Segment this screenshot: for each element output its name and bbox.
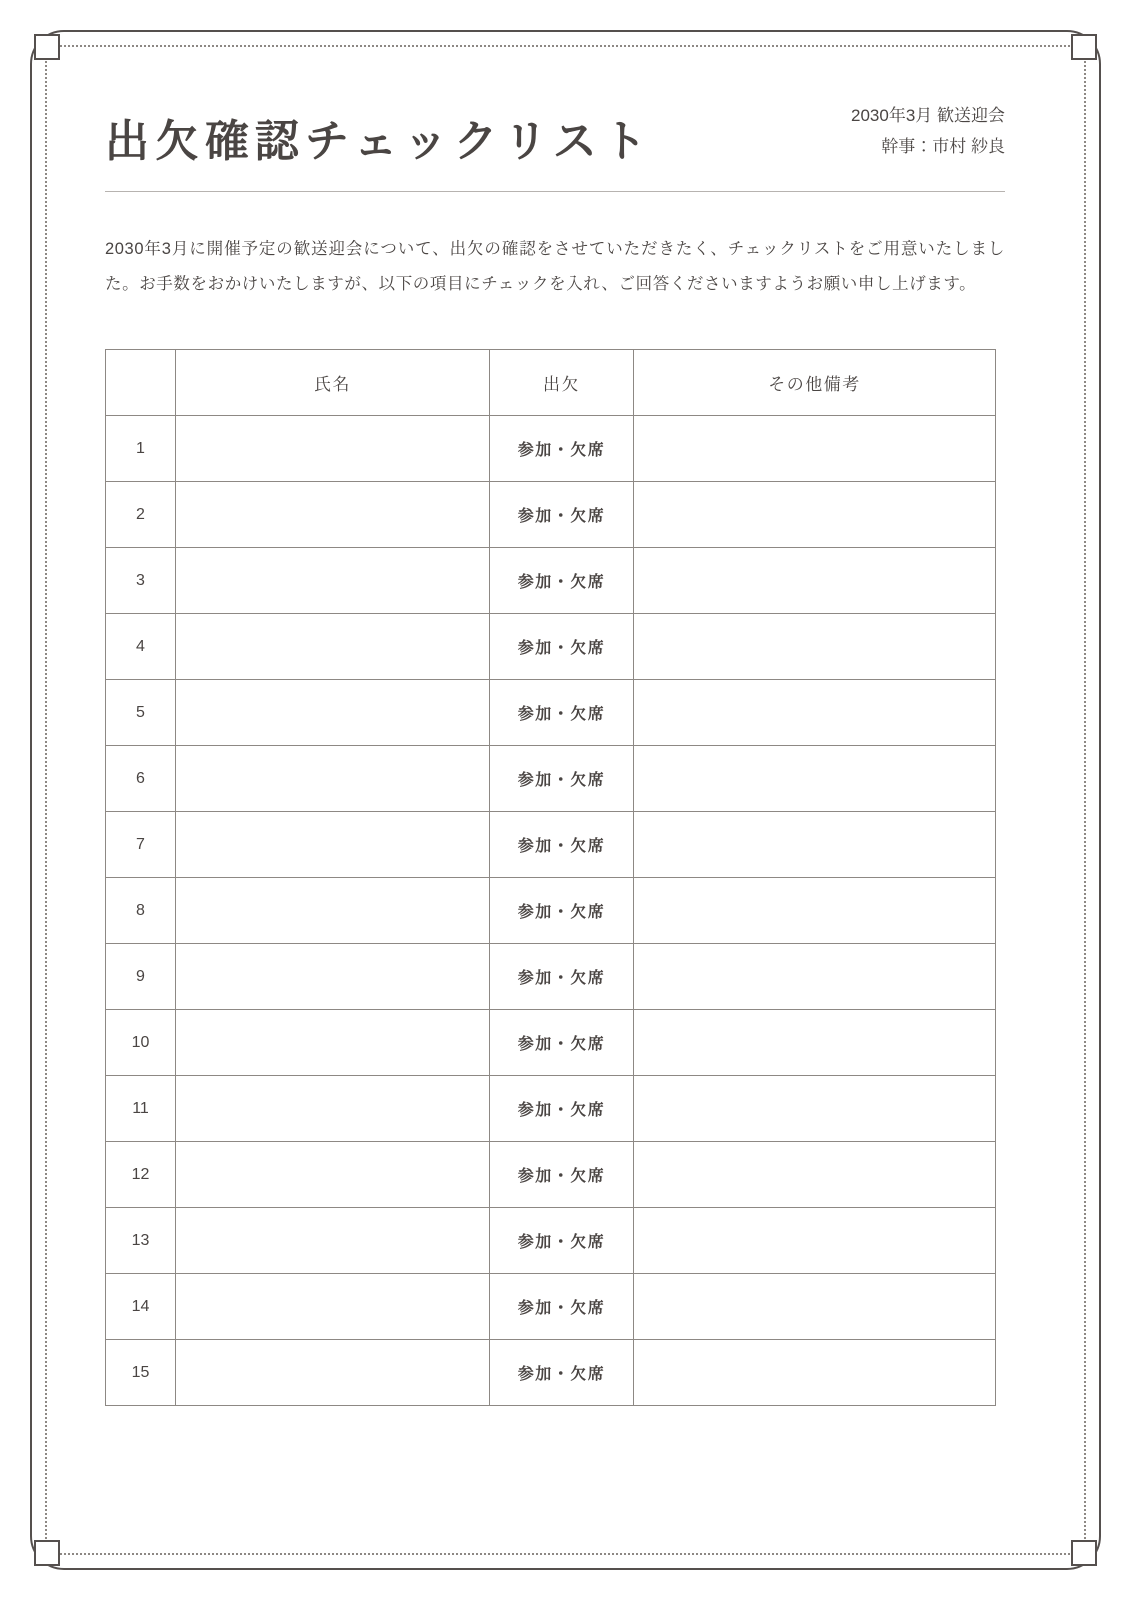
name-input-cell[interactable] xyxy=(176,416,490,482)
name-input-cell[interactable] xyxy=(176,944,490,1010)
attendance-cell[interactable]: 参加・欠席 xyxy=(490,416,634,482)
table-row xyxy=(106,680,996,746)
row-number-cell: 4 xyxy=(106,614,176,680)
notes-input-cell[interactable] xyxy=(634,1340,996,1406)
attendance-cell[interactable]: 参加・欠席 xyxy=(490,812,634,878)
notes-input-cell[interactable] xyxy=(634,680,996,746)
table-row xyxy=(106,1208,996,1274)
header-meta xyxy=(851,100,1005,169)
row-number-cell: 13 xyxy=(106,1208,176,1274)
table-row xyxy=(106,416,996,482)
corner-square-bottom-right-icon xyxy=(1071,1540,1097,1566)
corner-square-bottom-left-icon xyxy=(34,1540,60,1566)
table-row xyxy=(106,1076,996,1142)
row-number-cell: 1 xyxy=(106,416,176,482)
name-input-cell[interactable] xyxy=(176,1076,490,1142)
name-input-cell[interactable] xyxy=(176,1208,490,1274)
row-number-cell: 7 xyxy=(106,812,176,878)
row-number-cell: 5 xyxy=(106,680,176,746)
attendance-cell[interactable]: 参加・欠席 xyxy=(490,1274,634,1340)
attendance-cell[interactable]: 参加・欠席 xyxy=(490,1076,634,1142)
name-input-cell[interactable] xyxy=(176,1142,490,1208)
row-number-cell: 14 xyxy=(106,1274,176,1340)
notes-input-cell[interactable] xyxy=(634,1208,996,1274)
attendance-cell[interactable]: 参加・欠席 xyxy=(490,482,634,548)
intro-paragraph: 2030年3月に開催予定の歓送迎会について、出欠の確認をさせていただきたく、チェックリストをご用意いたしました。お手数をおかけいたしますが、以下の項目にチェックを入れ、ご回答くださいますようお願い申し上げます。 xyxy=(105,239,1005,293)
table-row xyxy=(106,1274,996,1340)
column-header-attendance: 出欠 xyxy=(490,350,634,416)
notes-input-cell[interactable] xyxy=(634,944,996,1010)
table-row xyxy=(106,746,996,812)
event-name: 2030年3月 歓送迎会 xyxy=(851,106,1005,125)
name-input-cell[interactable] xyxy=(176,680,490,746)
attendance-checklist-table xyxy=(105,349,996,1406)
notes-input-cell[interactable] xyxy=(634,1142,996,1208)
attendance-cell[interactable]: 参加・欠席 xyxy=(490,1010,634,1076)
column-header-notes: その他備考 xyxy=(634,350,996,416)
page-content xyxy=(105,100,1005,1406)
table-header xyxy=(106,350,996,416)
row-number-cell: 11 xyxy=(106,1076,176,1142)
table-row xyxy=(106,1142,996,1208)
name-input-cell[interactable] xyxy=(176,614,490,680)
attendance-cell[interactable]: 参加・欠席 xyxy=(490,1142,634,1208)
corner-square-top-right-icon xyxy=(1071,34,1097,60)
page-title: 出欠確認チェックリスト xyxy=(105,117,653,167)
name-input-cell[interactable] xyxy=(176,1340,490,1406)
column-header-name: 氏名 xyxy=(176,350,490,416)
name-input-cell[interactable] xyxy=(176,746,490,812)
table-row xyxy=(106,944,996,1010)
title-divider xyxy=(105,191,1005,192)
table-row xyxy=(106,482,996,548)
table-row xyxy=(106,1340,996,1406)
name-input-cell[interactable] xyxy=(176,1010,490,1076)
notes-input-cell[interactable] xyxy=(634,1076,996,1142)
name-input-cell[interactable] xyxy=(176,548,490,614)
notes-input-cell[interactable] xyxy=(634,1274,996,1340)
name-input-cell[interactable] xyxy=(176,1274,490,1340)
attendance-cell[interactable]: 参加・欠席 xyxy=(490,746,634,812)
table-row xyxy=(106,548,996,614)
row-number-cell: 12 xyxy=(106,1142,176,1208)
row-number-cell: 10 xyxy=(106,1010,176,1076)
notes-input-cell[interactable] xyxy=(634,416,996,482)
name-input-cell[interactable] xyxy=(176,878,490,944)
row-number-cell: 2 xyxy=(106,482,176,548)
attendance-cell[interactable]: 参加・欠席 xyxy=(490,1340,634,1406)
document-header xyxy=(105,100,1005,169)
name-input-cell[interactable] xyxy=(176,812,490,878)
notes-input-cell[interactable] xyxy=(634,548,996,614)
row-number-cell: 6 xyxy=(106,746,176,812)
notes-input-cell[interactable] xyxy=(634,614,996,680)
row-number-cell: 15 xyxy=(106,1340,176,1406)
name-input-cell[interactable] xyxy=(176,482,490,548)
corner-square-top-left-icon xyxy=(34,34,60,60)
attendance-cell[interactable]: 参加・欠席 xyxy=(490,548,634,614)
table-row xyxy=(106,614,996,680)
attendance-cell[interactable]: 参加・欠席 xyxy=(490,878,634,944)
notes-input-cell[interactable] xyxy=(634,1010,996,1076)
attendance-cell[interactable]: 参加・欠席 xyxy=(490,1208,634,1274)
row-number-cell: 9 xyxy=(106,944,176,1010)
notes-input-cell[interactable] xyxy=(634,812,996,878)
table-row xyxy=(106,1010,996,1076)
notes-input-cell[interactable] xyxy=(634,746,996,812)
column-header-no xyxy=(106,350,176,416)
table-body xyxy=(106,416,996,1406)
attendance-cell[interactable]: 参加・欠席 xyxy=(490,680,634,746)
row-number-cell: 3 xyxy=(106,548,176,614)
attendance-cell[interactable]: 参加・欠席 xyxy=(490,944,634,1010)
notes-input-cell[interactable] xyxy=(634,878,996,944)
attendance-cell[interactable]: 参加・欠席 xyxy=(490,614,634,680)
table-row xyxy=(106,878,996,944)
organizer-name: 幹事：市村 紗良 xyxy=(881,137,1005,157)
table-header-row xyxy=(106,350,996,416)
row-number-cell: 8 xyxy=(106,878,176,944)
table-row xyxy=(106,812,996,878)
notes-input-cell[interactable] xyxy=(634,482,996,548)
